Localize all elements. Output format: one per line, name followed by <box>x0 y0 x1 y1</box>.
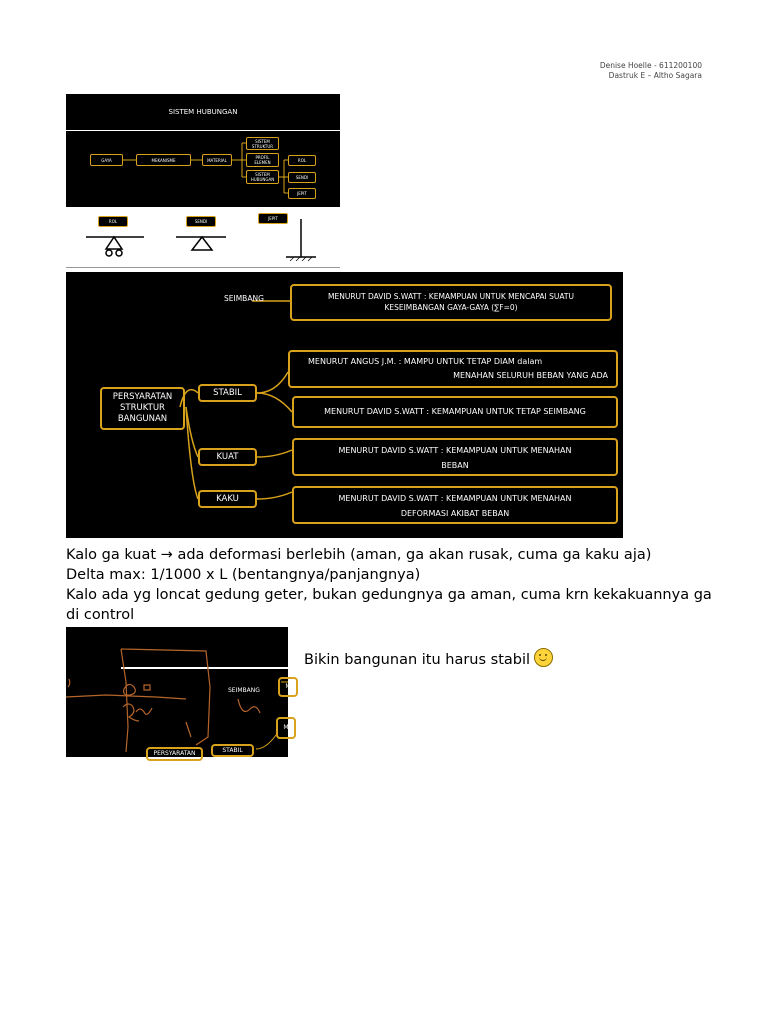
label-seimbang: SEIMBANG <box>224 294 264 303</box>
note-line-2: Delta max: 1/1000 x L (bentangnya/panjangnya) <box>66 567 421 583</box>
notes-body <box>66 545 716 625</box>
slide3-box-m1: M <box>278 677 298 697</box>
arrow-right-icon: → <box>160 547 173 563</box>
node-persyaratan-struktur-bangunan: PERSYARATAN STRUKTUR BANGUNAN <box>100 387 185 430</box>
support-label-sendi: SENDI <box>186 216 216 227</box>
document-header <box>600 61 702 81</box>
node-sistem-struktur: SISTEM STRUKTUR <box>246 137 279 150</box>
supports-panel <box>66 207 340 272</box>
author-line: Denise Hoelle - 611200100 <box>599 61 702 70</box>
smiley-emoji-icon <box>534 648 553 667</box>
support-symbols <box>66 207 340 272</box>
slide3-seimbang: SEIMBANG <box>228 687 260 694</box>
slide-sistem-hubungan <box>66 94 340 272</box>
node-gaya: GAYA <box>90 154 123 166</box>
course-line: Dastruk E – Altho Sagara <box>608 71 702 80</box>
node-material: MATERIAL <box>202 154 232 166</box>
slide1-title: SISTEM HUBUNGAN <box>168 108 238 116</box>
slide-persyaratan-struktur <box>66 272 623 538</box>
node-stabil: STABIL <box>198 384 257 402</box>
node-jepit: JEPIT <box>288 188 316 199</box>
node-mekanisme: MEKANISME <box>136 154 191 166</box>
slide3-box-m2: M <box>276 717 296 739</box>
def-stabil-angus: MENURUT ANGUS J.M. : MAMPU UNTUK TETAP DIAM dalam MENAHAN SELURUH BEBAN YANG ADA <box>288 350 618 388</box>
slide-annotated-sketch <box>66 627 291 757</box>
support-label-rol: ROL <box>98 216 128 227</box>
node-sendi: SENDI <box>288 172 316 183</box>
note-line-3: Kalo ada yg loncat gedung geter, bukan gedungnya ga aman, cuma krn kekakuannya ga di control <box>66 587 712 623</box>
node-sistem-hubungan: SISTEM HUBUNGAN <box>246 170 279 184</box>
node-rol: ROL <box>288 155 316 166</box>
node-kaku: KAKU <box>198 490 257 508</box>
node-profil-elemen: PROFIL ELEMEN <box>246 153 279 167</box>
side-note: Bikin bangunan itu harus stabil <box>304 648 553 668</box>
def-kaku: MENURUT DAVID S.WATT : KEMAMPUAN UNTUK MENAHAN DEFORMASI AKIBAT BEBAN <box>292 486 618 524</box>
def-stabil-watt: MENURUT DAVID S.WATT : KEMAMPUAN UNTUK TETAP SEIMBANG <box>292 396 618 428</box>
node-kuat: KUAT <box>198 448 257 466</box>
def-kuat: MENURUT DAVID S.WATT : KEMAMPUAN UNTUK MENAHAN BEBAN <box>292 438 618 476</box>
support-label-jepit: JEPIT <box>258 213 288 224</box>
note-line-1: Kalo ga kuat → ada deformasi berlebih (aman, ga akan rusak, cuma ga kaku aja) <box>66 547 652 563</box>
slide3-persyaratan: PERSYARATAN <box>146 747 203 761</box>
def-seimbang: MENURUT DAVID S.WATT : KEMAMPUAN UNTUK MENCAPAI SUATU KESEIMBANGAN GAYA-GAYA (∑F=0) <box>290 284 612 321</box>
slide3-stabil: STABIL <box>211 744 254 757</box>
